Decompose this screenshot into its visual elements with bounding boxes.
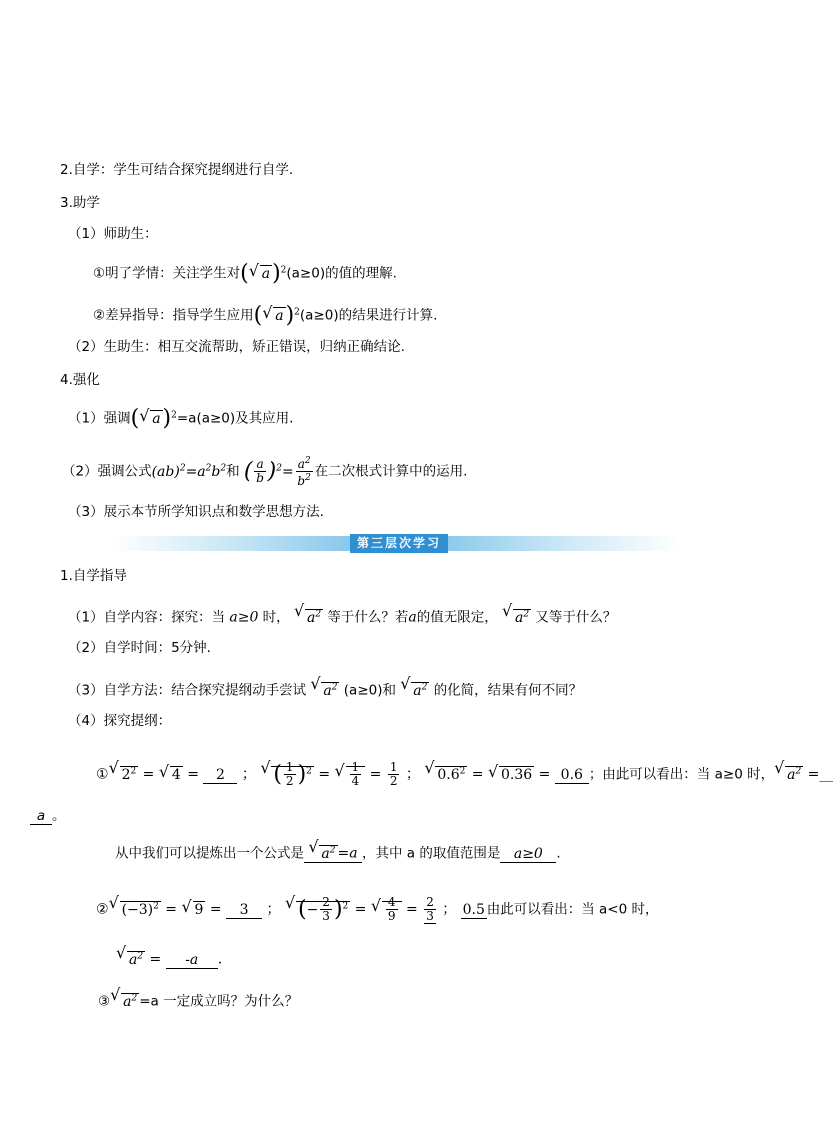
section4-title: 4.强化 bbox=[60, 372, 100, 388]
formula-sqrt-a-squared: (√ a)$^2$ bbox=[254, 308, 300, 324]
formula-sqrt-a-squared: (√ a)$^2$ bbox=[131, 411, 177, 427]
q1-conclusion: ；由此可以看出：当 a≥0 时， bbox=[588, 766, 775, 783]
item2-tail: 在二次根式计算中的运用. bbox=[314, 463, 468, 480]
section3-item2: （2）生助生：相互交流帮助，矫正错误，归纳正确结论. bbox=[68, 339, 405, 355]
section3-item1b bbox=[93, 302, 437, 326]
answer-blank-q1-1: 2 bbox=[203, 767, 237, 784]
q2-conclusion: 由此可以看出：当 a<0 时， bbox=[486, 901, 659, 918]
section3-title: 3.助学 bbox=[60, 195, 100, 211]
var-a: a bbox=[408, 609, 417, 626]
circle-1-marker: ① bbox=[96, 766, 109, 783]
answer-blank-q1-3: a bbox=[30, 808, 52, 825]
item1-text: （1）强调 bbox=[68, 410, 131, 427]
summary-text-pre: 从中我们可以提炼出一个公式是 bbox=[115, 845, 304, 862]
section2-title: 2.自学：学生可结合探究提纲进行自学. bbox=[60, 162, 294, 178]
section3-item1a bbox=[93, 260, 397, 284]
answer-blank-q2-1: 3 bbox=[226, 902, 262, 919]
question-1-line: ①√ $2^2$ = √ 4 = 2 ； √ ( $\frac{1}{2}$ )$^2$ = √ $\frac{1}{4}$ = $\frac{1}{2}$ ； √ $0.6^2$ = √ 0.36 = 0.6 ；由此可以看出：当 a≥0 时，√ $a^2$ =__ bbox=[96, 758, 833, 788]
summary-end: . bbox=[556, 845, 561, 862]
part1-item3 bbox=[68, 677, 582, 701]
item1-text-d: 等于什么？若 bbox=[327, 609, 409, 626]
formula-sqrt-a-squared: (√ a)$^2$ bbox=[240, 266, 286, 282]
part1-item1 bbox=[68, 604, 616, 628]
formula-sqrt-a2: √ $a^2$ bbox=[294, 610, 323, 626]
formula-ab-squared: $(ab)^2=a^2b^2$ bbox=[151, 462, 227, 480]
formula-sqrt-a2: √ $a^2$ bbox=[110, 994, 139, 1010]
q1-end: 。 bbox=[52, 808, 66, 824]
condition-a: a≥0 bbox=[229, 609, 259, 626]
circle-3-marker: ③ bbox=[98, 993, 111, 1010]
circle-2-marker: ② bbox=[96, 901, 109, 918]
section4-item2 bbox=[62, 455, 467, 488]
summary-line bbox=[115, 842, 561, 864]
part1-title: 1.自学指导 bbox=[60, 568, 127, 584]
item1b-tail: (a≥0)的结果进行计算. bbox=[299, 307, 438, 324]
answer-blank-q1-2: 0.6 bbox=[555, 767, 589, 784]
answer-blank-q2-3: -a bbox=[166, 952, 218, 969]
section-banner-label: 第三层次学习 bbox=[350, 534, 448, 553]
q2-line2: √ $a^2 = -a$ . bbox=[116, 946, 222, 970]
q1-line2 bbox=[30, 806, 66, 826]
part1-item2: （2）自学时间：5分钟. bbox=[68, 640, 211, 656]
item1-tail: =a(a≥0)及其应用. bbox=[176, 410, 294, 427]
question-3-line bbox=[98, 988, 298, 1012]
formula-sqrt-a2: √ $a^2$ bbox=[310, 683, 339, 699]
summary-text-mid: ，其中 a 的取值范围是 bbox=[362, 845, 501, 862]
item3-text-b: (a≥0)和 bbox=[343, 682, 396, 699]
question-2-line: ②√ $(-3)^2$ = √ 9 = 3 ； √ (− $\frac{2}{3}$ )$^2$ = √ $\frac{4}{9}$ = $\frac{2}{3}$ ； 0.5 由此可以看出：当 a<0 时， bbox=[96, 893, 659, 924]
formula-sqrt-a2: √ $a^2$ bbox=[502, 610, 531, 626]
item2-text: （2）强调公式 bbox=[62, 463, 152, 480]
item1-text-g: 又等于什么？ bbox=[535, 609, 617, 626]
section4-item3: （3）展示本节所学知识点和数学思想方法. bbox=[68, 504, 324, 520]
q2-end: . bbox=[217, 951, 223, 968]
formula-blank: √ $a^2 =a$ bbox=[304, 842, 362, 863]
item2-and: 和 bbox=[226, 463, 240, 480]
item1-text-f: 的值无限定， bbox=[416, 609, 498, 626]
item3-text-a: （3）自学方法：结合探究提纲动手尝试 bbox=[68, 682, 307, 699]
item1a-text: ①明了学情：关注学生对 bbox=[93, 265, 241, 282]
q3-text: =a 一定成立吗？为什么？ bbox=[139, 993, 299, 1010]
section3-item1: （1）师助生： bbox=[68, 226, 158, 242]
item3-text-c: 的化简，结果有何不同？ bbox=[433, 682, 583, 699]
item1-text-c: 时， bbox=[262, 609, 290, 626]
section4-item1 bbox=[68, 405, 293, 429]
part1-item4: （4）探究提纲： bbox=[68, 713, 172, 729]
item1a-tail: (a≥0)的值的理解. bbox=[286, 265, 397, 282]
range-blank: a≥0 bbox=[500, 846, 556, 863]
item1-text-a: （1）自学内容：探究：当 bbox=[68, 609, 226, 626]
answer-blank-q2-2: 0.5 bbox=[462, 901, 485, 918]
formula-sqrt-a2: √ $a^2$ bbox=[400, 683, 429, 699]
item1b-text: ②差异指导：指导学生应用 bbox=[93, 307, 254, 324]
formula-fraction-squared: ( $\frac{a}{b}$ )$^2$= $\frac{a^2}{b^2}$ bbox=[243, 456, 311, 488]
